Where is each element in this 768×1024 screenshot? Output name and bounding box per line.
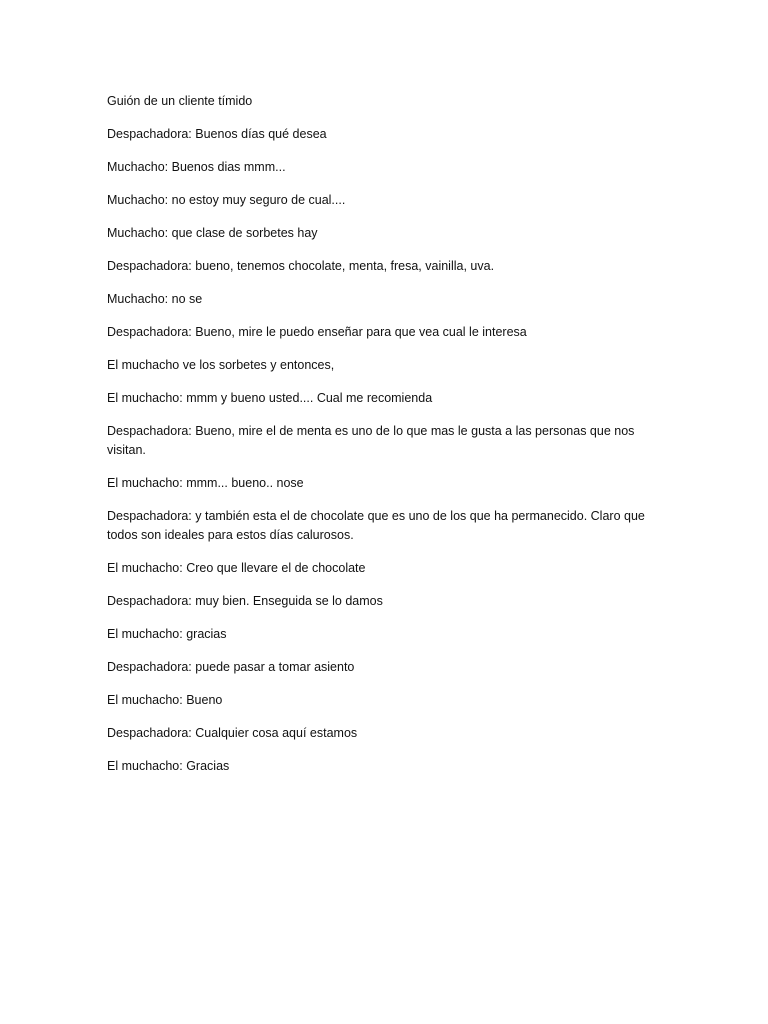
document-page <box>107 92 667 790</box>
dialogue-line: Despachadora: y también esta el de chocolate que es uno de los que ha permanecido. Claro que todos son ideales para estos días calurosos. <box>107 509 645 542</box>
dialogue-line: Muchacho: no estoy muy seguro de cual.... <box>107 193 346 207</box>
dialogue-line: Muchacho: Buenos dias mmm... <box>107 160 286 174</box>
dialogue-line: Despachadora: Cualquier cosa aquí estamos <box>107 726 358 740</box>
dialogue-line: Despachadora: Bueno, mire el de menta es uno de lo que mas le gusta a las personas que nos visitan. <box>107 424 635 457</box>
dialogue-line: Despachadora: muy bien. Enseguida se lo damos <box>107 594 383 608</box>
document-title: Guión de un cliente tímido <box>107 94 253 108</box>
dialogue-line: Muchacho: no se <box>107 292 203 306</box>
dialogue-line: El muchacho: gracias <box>107 627 227 641</box>
dialogue-line: Despachadora: bueno, tenemos chocolate, menta, fresa, vainilla, uva. <box>107 259 495 273</box>
dialogue-line: Despachadora: Bueno, mire le puedo enseñar para que vea cual le interesa <box>107 325 527 339</box>
dialogue-line: Muchacho: que clase de sorbetes hay <box>107 226 318 240</box>
dialogue-line: El muchacho: mmm... bueno.. nose <box>107 476 304 490</box>
dialogue-line: El muchacho: Creo que llevare el de chocolate <box>107 561 366 575</box>
dialogue-line: El muchacho: Gracias <box>107 759 230 773</box>
dialogue-line: El muchacho: mmm y bueno usted.... Cual me recomienda <box>107 391 433 405</box>
dialogue-line: El muchacho: Bueno <box>107 693 223 707</box>
dialogue-line: Despachadora: puede pasar a tomar asiento <box>107 660 355 674</box>
dialogue-line: Despachadora: Buenos días qué desea <box>107 127 327 141</box>
dialogue-line: El muchacho ve los sorbetes y entonces, <box>107 358 335 372</box>
